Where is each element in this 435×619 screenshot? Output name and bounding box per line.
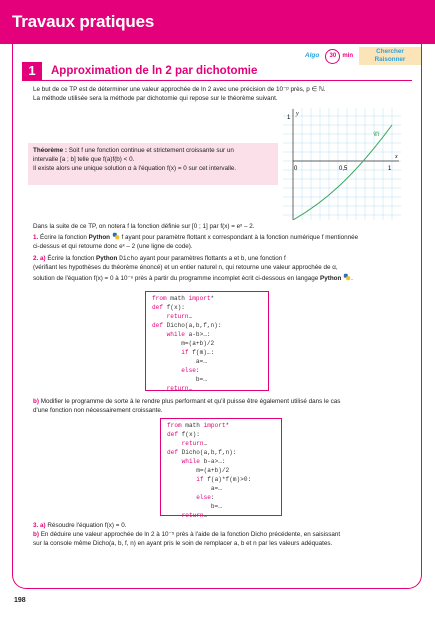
question-2b: b) Modifier le programme de sorte à le rendre plus performant et qu'il puisse être également utilisé dans le cas d'une fonction non nécessairement croissante. xyxy=(33,398,341,414)
code2-line: if f(a)*f(m)>0: xyxy=(196,475,252,483)
code1-line: a=… xyxy=(152,357,207,365)
code1-line: b=… xyxy=(152,375,207,383)
code2-line: return… xyxy=(181,511,208,519)
code1-line: else: xyxy=(181,366,200,374)
code1-line: return… xyxy=(166,384,193,392)
tags-bar xyxy=(305,47,421,65)
algo-tag: Algo xyxy=(304,52,320,60)
origin-label: 0 xyxy=(294,166,298,172)
theorem-label: Théorème : xyxy=(33,147,67,154)
time-value: 30 xyxy=(329,52,337,59)
code2-line: while b-a>…: xyxy=(181,457,226,465)
code2-line: from math import* xyxy=(167,422,230,429)
x-axis-label: x xyxy=(395,154,398,160)
function-graph xyxy=(283,108,401,220)
code2-line: def Dicho(a,b,f,n): xyxy=(167,448,237,456)
y-tick-label: 1 xyxy=(287,115,291,121)
code2-line: a=… xyxy=(167,484,222,492)
python-icon xyxy=(343,273,351,281)
theorem-line-3: Il existe alors une unique solution α à l'équation f(x) = 0 sur cet intervalle. xyxy=(33,164,237,172)
code1-line: def Dicho(a,b,f,n): xyxy=(152,321,222,329)
code2-line: return… xyxy=(181,439,208,447)
tick-05-label: 0,5 xyxy=(339,166,348,172)
question-2a: 2. a) Écrire la fonction Python Dicho ayant pour paramètres flottants a et b, une fonction f (vérifiant les hypothèses du théorème énoncé) et un entier naturel n, qui retourne une valeur approchée de α, solution de l'équation f(x) = 0 à 10⁻ⁿ près à partir du programme incomplet écrit ci-dessous en langage Python . xyxy=(33,255,353,282)
theorem-line-2: intervalle [a ; b] telle que f(a)f(b) < 0. xyxy=(33,155,135,163)
exercise-number: 1 xyxy=(22,62,42,80)
graph-grid xyxy=(283,108,401,220)
python-icon xyxy=(112,232,120,240)
page-title: Travaux pratiques xyxy=(12,12,155,31)
page-number: 198 xyxy=(14,597,26,604)
code1-line: if f(m)…: xyxy=(181,348,215,356)
theorem-box xyxy=(28,143,278,185)
curve-label: 𝒞f xyxy=(373,132,380,138)
intro-line-2: La méthode utilisée sera la méthode par dichotomie qui repose sur le théorème suivant. xyxy=(33,94,278,102)
code-block-2 xyxy=(160,418,282,519)
y-axis-label: y xyxy=(296,111,299,117)
header-banner xyxy=(0,0,435,44)
code1-line: m=(a+b)/2 xyxy=(152,339,215,347)
tick-1-label: 1 xyxy=(388,166,392,172)
code2-line: b=… xyxy=(167,502,222,510)
code1-line: return… xyxy=(166,312,193,320)
code-block-1 xyxy=(145,291,269,391)
theorem-line-1: Théorème : Soit f une fonction continue et strictement croissante sur un xyxy=(33,147,234,154)
code2-line: def f(x): xyxy=(167,430,200,438)
timer-icon xyxy=(325,49,340,64)
code2-line: m=(a+b)/2 xyxy=(167,466,230,474)
question-1: Dans la suite de ce TP, on notera f la fonction définie sur [0 ; 1] par f(x) = eˣ – 2. 1. Écrire la fonction Python f ayant pour paramètre flottant x correspondant à la fonction numérique f mentionnée ci-dessus et qui retourne donc eˣ – 2 (une ligne de code). xyxy=(33,223,359,250)
question-3: 3. a) Résoudre l'équation f(x) = 0. b) En déduire une valeur approchée de ln 2 à 10⁻⁵ près à l'aide de la fonction Dicho précédente, en saisissant sur la console même Dicho(a, b, f, n) en ayant pris le soin de remplacer a, b et n par les valeurs adéquates. xyxy=(33,522,341,547)
skills-tag: Chercher Raisonner xyxy=(359,47,421,64)
time-unit: min xyxy=(342,52,353,59)
intro-line-1: Le but de ce TP est de déterminer une valeur approchée de ln 2 avec une précision de 10⁻ᵖ près, p ∈ ℕ. xyxy=(33,86,326,93)
code1-line: while a-b>…: xyxy=(166,330,211,338)
code1-line: from math import* xyxy=(152,295,215,302)
intro-text xyxy=(33,86,403,104)
code2-line: else: xyxy=(196,493,215,501)
code1-line: def f(x): xyxy=(152,303,185,311)
exercise-title: Approximation de ln 2 par dichotomie xyxy=(51,65,258,77)
title-divider xyxy=(22,80,412,81)
